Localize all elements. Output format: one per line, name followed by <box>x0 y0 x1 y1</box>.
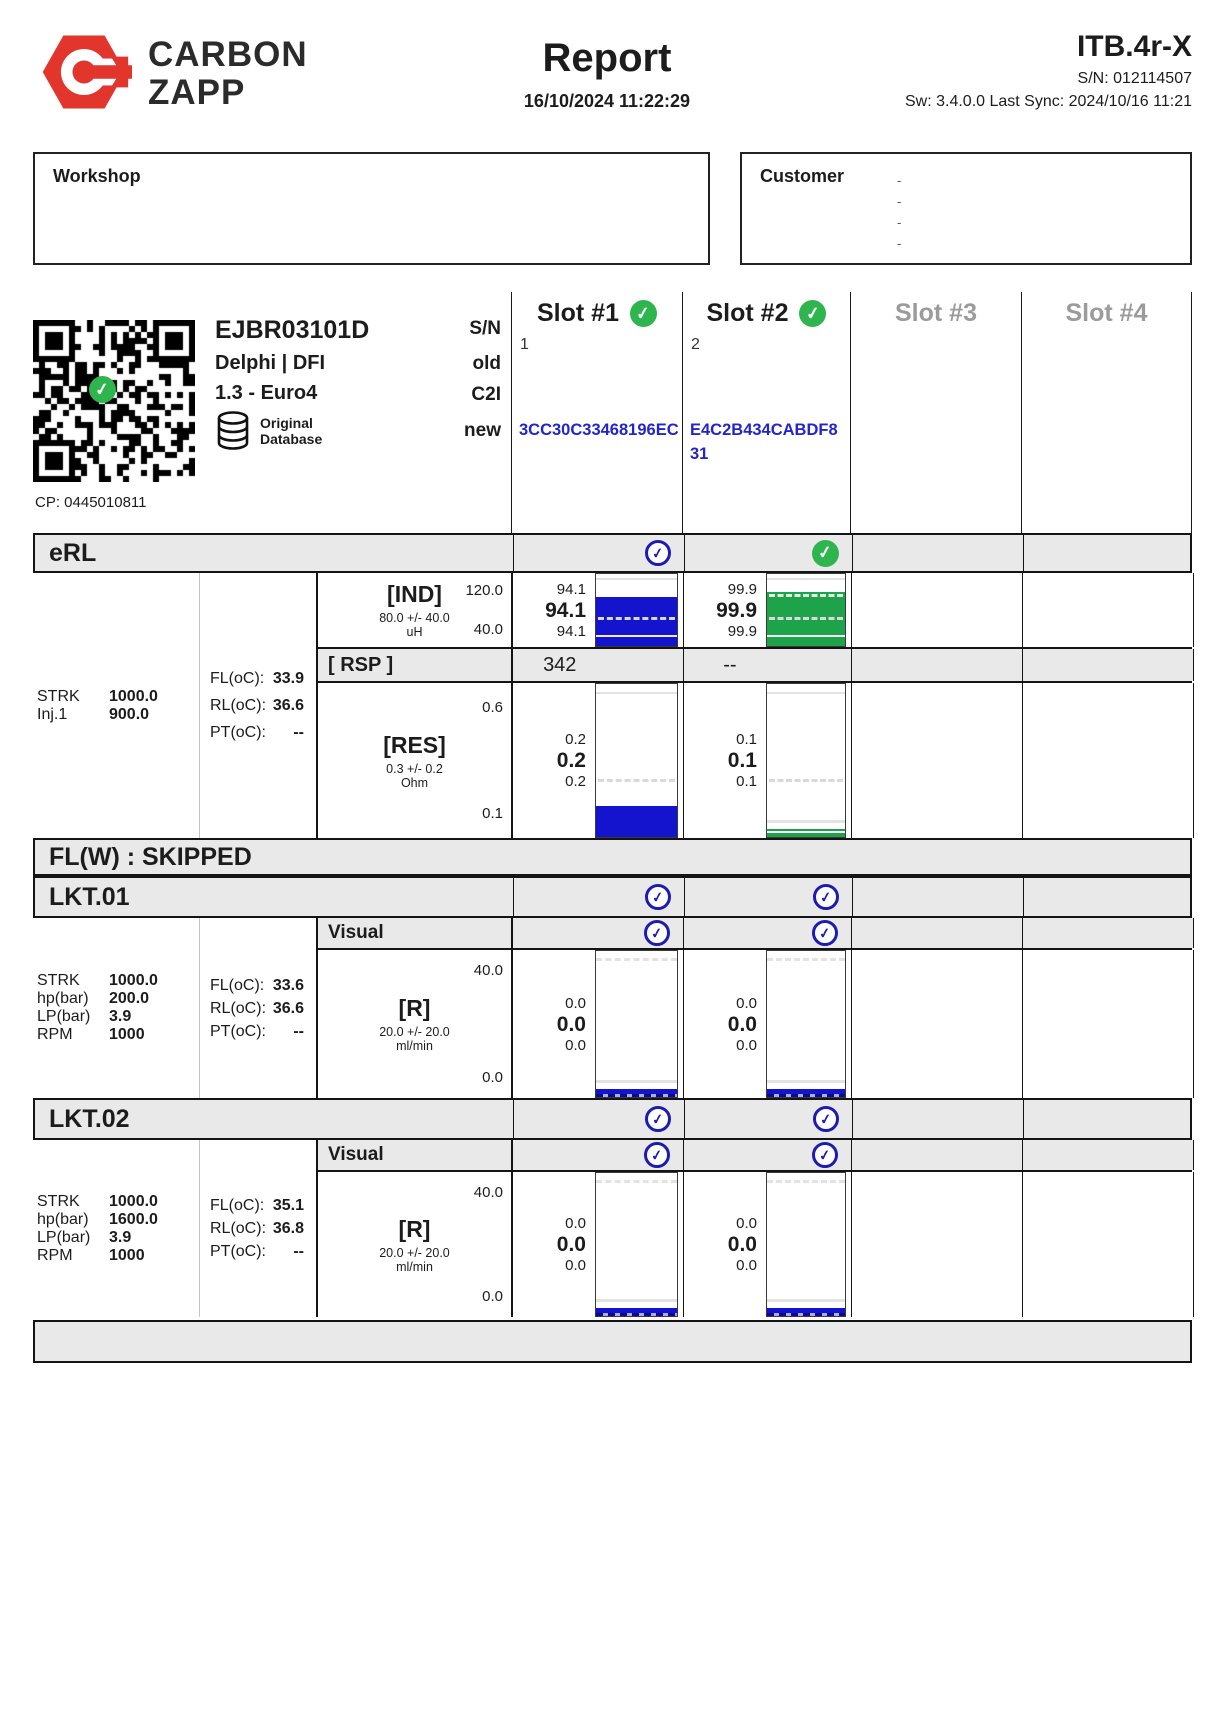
results-table <box>33 292 1192 1363</box>
lkt02-r-slot1-result: 0.0 0.0 0.0 <box>513 1172 684 1317</box>
section-bar-lkt02 <box>33 1098 1192 1140</box>
page-title: Report <box>542 36 672 80</box>
ind-slot2-bar <box>766 573 846 647</box>
footer-bar <box>33 1320 1192 1363</box>
res-slot4-result <box>1023 683 1194 838</box>
slot3-label: Slot #3 <box>895 299 977 327</box>
lkt01-visual-label: Visual <box>318 918 513 948</box>
customer-label: Customer <box>760 166 845 186</box>
customer-box <box>740 152 1192 265</box>
ind-label-cell: [IND] 80.0 +/- 40.0 uH 120.0 40.0 <box>318 573 513 647</box>
workshop-box <box>33 152 710 265</box>
col-label-c2i: C2I <box>471 384 501 405</box>
injector-cp-number: CP: 0445010811 <box>35 494 147 511</box>
device-name: ITB.4r-X <box>1076 30 1192 63</box>
col-label-old: old <box>472 353 501 374</box>
injector-code: EJBR03101D <box>215 316 370 344</box>
ind-slot2-result: 99.9 99.9 99.9 <box>684 573 852 647</box>
lkt02-visual-row <box>316 1140 1192 1172</box>
lkt02-r-slot2-result: 0.0 0.0 0.0 <box>684 1172 852 1317</box>
lkt01-section-title: LKT.01 <box>49 882 130 911</box>
slot1-header-cell <box>511 292 682 533</box>
slot4-label: Slot #4 <box>1065 299 1148 327</box>
lkt01-slot1-bar <box>595 950 678 1098</box>
device-serial: S/N: 012114507 <box>1077 70 1192 87</box>
lkt01-r-slot4-result <box>1023 950 1194 1098</box>
lkt02-temperatures: FL(oC): 35.1 RL(oC): 36.8 PT(oC): -- <box>199 1140 316 1317</box>
erl-temperatures: FL(oC): 33.9 RL(oC): 36.6 PT(oC): -- <box>199 573 316 838</box>
lkt01-slot2-bar <box>766 950 846 1098</box>
lkt02-slot1-bar <box>595 1172 678 1317</box>
res-slot2-bar <box>766 683 846 838</box>
rsp-slot2-result: -- <box>684 649 852 681</box>
lkt01-r-slot2-result: 0.0 0.0 0.0 <box>684 950 852 1098</box>
slot4-header-cell <box>1021 292 1192 533</box>
database-icon <box>215 410 251 452</box>
ind-slot1-result: 94.1 94.1 94.1 <box>513 573 684 647</box>
rsp-slot1-result: 342 <box>513 649 684 681</box>
device-sync-info: Sw: 3.4.0.0 Last Sync: 2024/10/16 11:21 <box>904 93 1192 110</box>
slot2-header-cell <box>682 292 850 533</box>
carbon-zapp-logo-icon <box>36 24 132 120</box>
slot2-label: Slot #2 <box>706 299 789 327</box>
injector-maker: Delphi | DFI <box>215 352 326 374</box>
slot2-pass-check-icon: ✓ <box>799 300 826 327</box>
slot2-index: 2 <box>691 336 700 353</box>
slot3-header-cell <box>850 292 1021 533</box>
qr-code <box>33 320 195 482</box>
ind-slot4-result <box>1023 573 1194 647</box>
erl-section-body <box>33 573 1192 838</box>
ind-measurement-row <box>316 573 1192 647</box>
database-source-label: Original Database <box>260 415 323 447</box>
lkt01-r-measurement-row <box>316 950 1192 1098</box>
lkt01-section-body <box>33 918 1192 1098</box>
ind-slot1-bar <box>595 573 678 647</box>
report-datetime: 16/10/2024 11:22:29 <box>523 91 691 111</box>
lkt02-section-title: LKT.02 <box>49 1104 130 1133</box>
section-bar-flw <box>33 838 1192 876</box>
lkt02-r-label-cell: [R] 20.0 +/- 20.0 ml/min 40.0 0.0 <box>318 1172 513 1317</box>
slot1-c2i-serial: 3CC30C33468196EC <box>519 421 679 439</box>
section-bar-erl <box>33 533 1192 573</box>
injector-info-cell <box>33 292 511 533</box>
slot1-index: 1 <box>520 336 529 353</box>
res-slot1-bar <box>595 683 678 838</box>
lkt01-r-slot1-result: 0.0 0.0 0.0 <box>513 950 684 1098</box>
lkt01-r-slot3-result <box>852 950 1023 1098</box>
lkt02-visual-slot1-check-icon: ✓ <box>644 1142 670 1168</box>
ind-slot3-result <box>852 573 1023 647</box>
rsp-measurement-row <box>316 647 1192 681</box>
lkt02-r-slot3-result <box>852 1172 1023 1317</box>
lkt02-r-measurement-row <box>316 1172 1192 1317</box>
workshop-label: Workshop <box>53 166 141 186</box>
erl-test-params: STRK 1000.0 Inj.1 900.0 <box>37 687 158 723</box>
lkt01-visual-slot1-check-icon: ✓ <box>644 920 670 946</box>
flw-section-title: FL(W) : SKIPPED <box>49 842 252 871</box>
lkt01-r-label-cell: [R] 20.0 +/- 20.0 ml/min 40.0 0.0 <box>318 950 513 1098</box>
res-slot2-result: 0.1 0.1 0.1 <box>684 683 852 838</box>
lkt02-visual-slot2-check-icon: ✓ <box>812 1142 838 1168</box>
res-measurement-row <box>316 681 1192 838</box>
erl-slot1-check-icon: ✓ <box>645 540 671 566</box>
rsp-slot4-result <box>1023 649 1194 681</box>
lkt02-r-slot4-result <box>1023 1172 1194 1317</box>
lkt02-test-params: STRK 1000.0 hp(bar) 1600.0 LP(bar) 3.9 RPM 1000 <box>37 1192 158 1264</box>
res-slot3-result <box>852 683 1023 838</box>
lkt02-slot2-check-icon: ✓ <box>813 1106 839 1132</box>
slot2-c2i-serial: E4C2B434CABDF831 <box>690 421 838 463</box>
lkt01-temperatures: FL(oC): 33.6 RL(oC): 36.6 PT(oC): -- <box>199 918 316 1098</box>
rsp-slot3-result <box>852 649 1023 681</box>
lkt01-slot2-check-icon: ✓ <box>813 884 839 910</box>
lkt02-slot1-check-icon: ✓ <box>645 1106 671 1132</box>
injector-variant: 1.3 - Euro4 <box>215 382 318 404</box>
slot1-label: Slot #1 <box>537 299 619 327</box>
slot1-pass-check-icon: ✓ <box>630 300 657 327</box>
customer-field-dashes: - - - - <box>897 173 902 251</box>
lkt02-slot2-bar <box>766 1172 846 1317</box>
col-label-new: new <box>464 420 501 441</box>
res-label-cell: [RES] 0.3 +/- 0.2 Ohm 0.6 0.1 <box>318 683 513 838</box>
lkt01-visual-row <box>316 918 1192 950</box>
injector-info-row <box>33 292 1192 533</box>
erl-slot2-check-icon: ✓ <box>812 540 839 567</box>
rsp-label-cell: [ RSP ] <box>318 649 513 681</box>
erl-section-title: eRL <box>49 538 97 567</box>
section-bar-lkt01 <box>33 876 1192 918</box>
lkt01-visual-slot2-check-icon: ✓ <box>812 920 838 946</box>
report-header <box>0 0 1214 150</box>
lkt02-visual-label: Visual <box>318 1140 513 1170</box>
lkt02-section-body <box>33 1140 1192 1317</box>
res-slot1-result: 0.2 0.2 0.2 <box>513 683 684 838</box>
lkt01-test-params: STRK 1000.0 hp(bar) 200.0 LP(bar) 3.9 RPM 1000 <box>37 972 158 1043</box>
brand-name: CARBON ZAPP <box>148 35 308 112</box>
qr-verified-check-icon: ✓ <box>89 376 116 403</box>
col-label-sn: S/N <box>469 318 501 339</box>
lkt01-slot1-check-icon: ✓ <box>645 884 671 910</box>
